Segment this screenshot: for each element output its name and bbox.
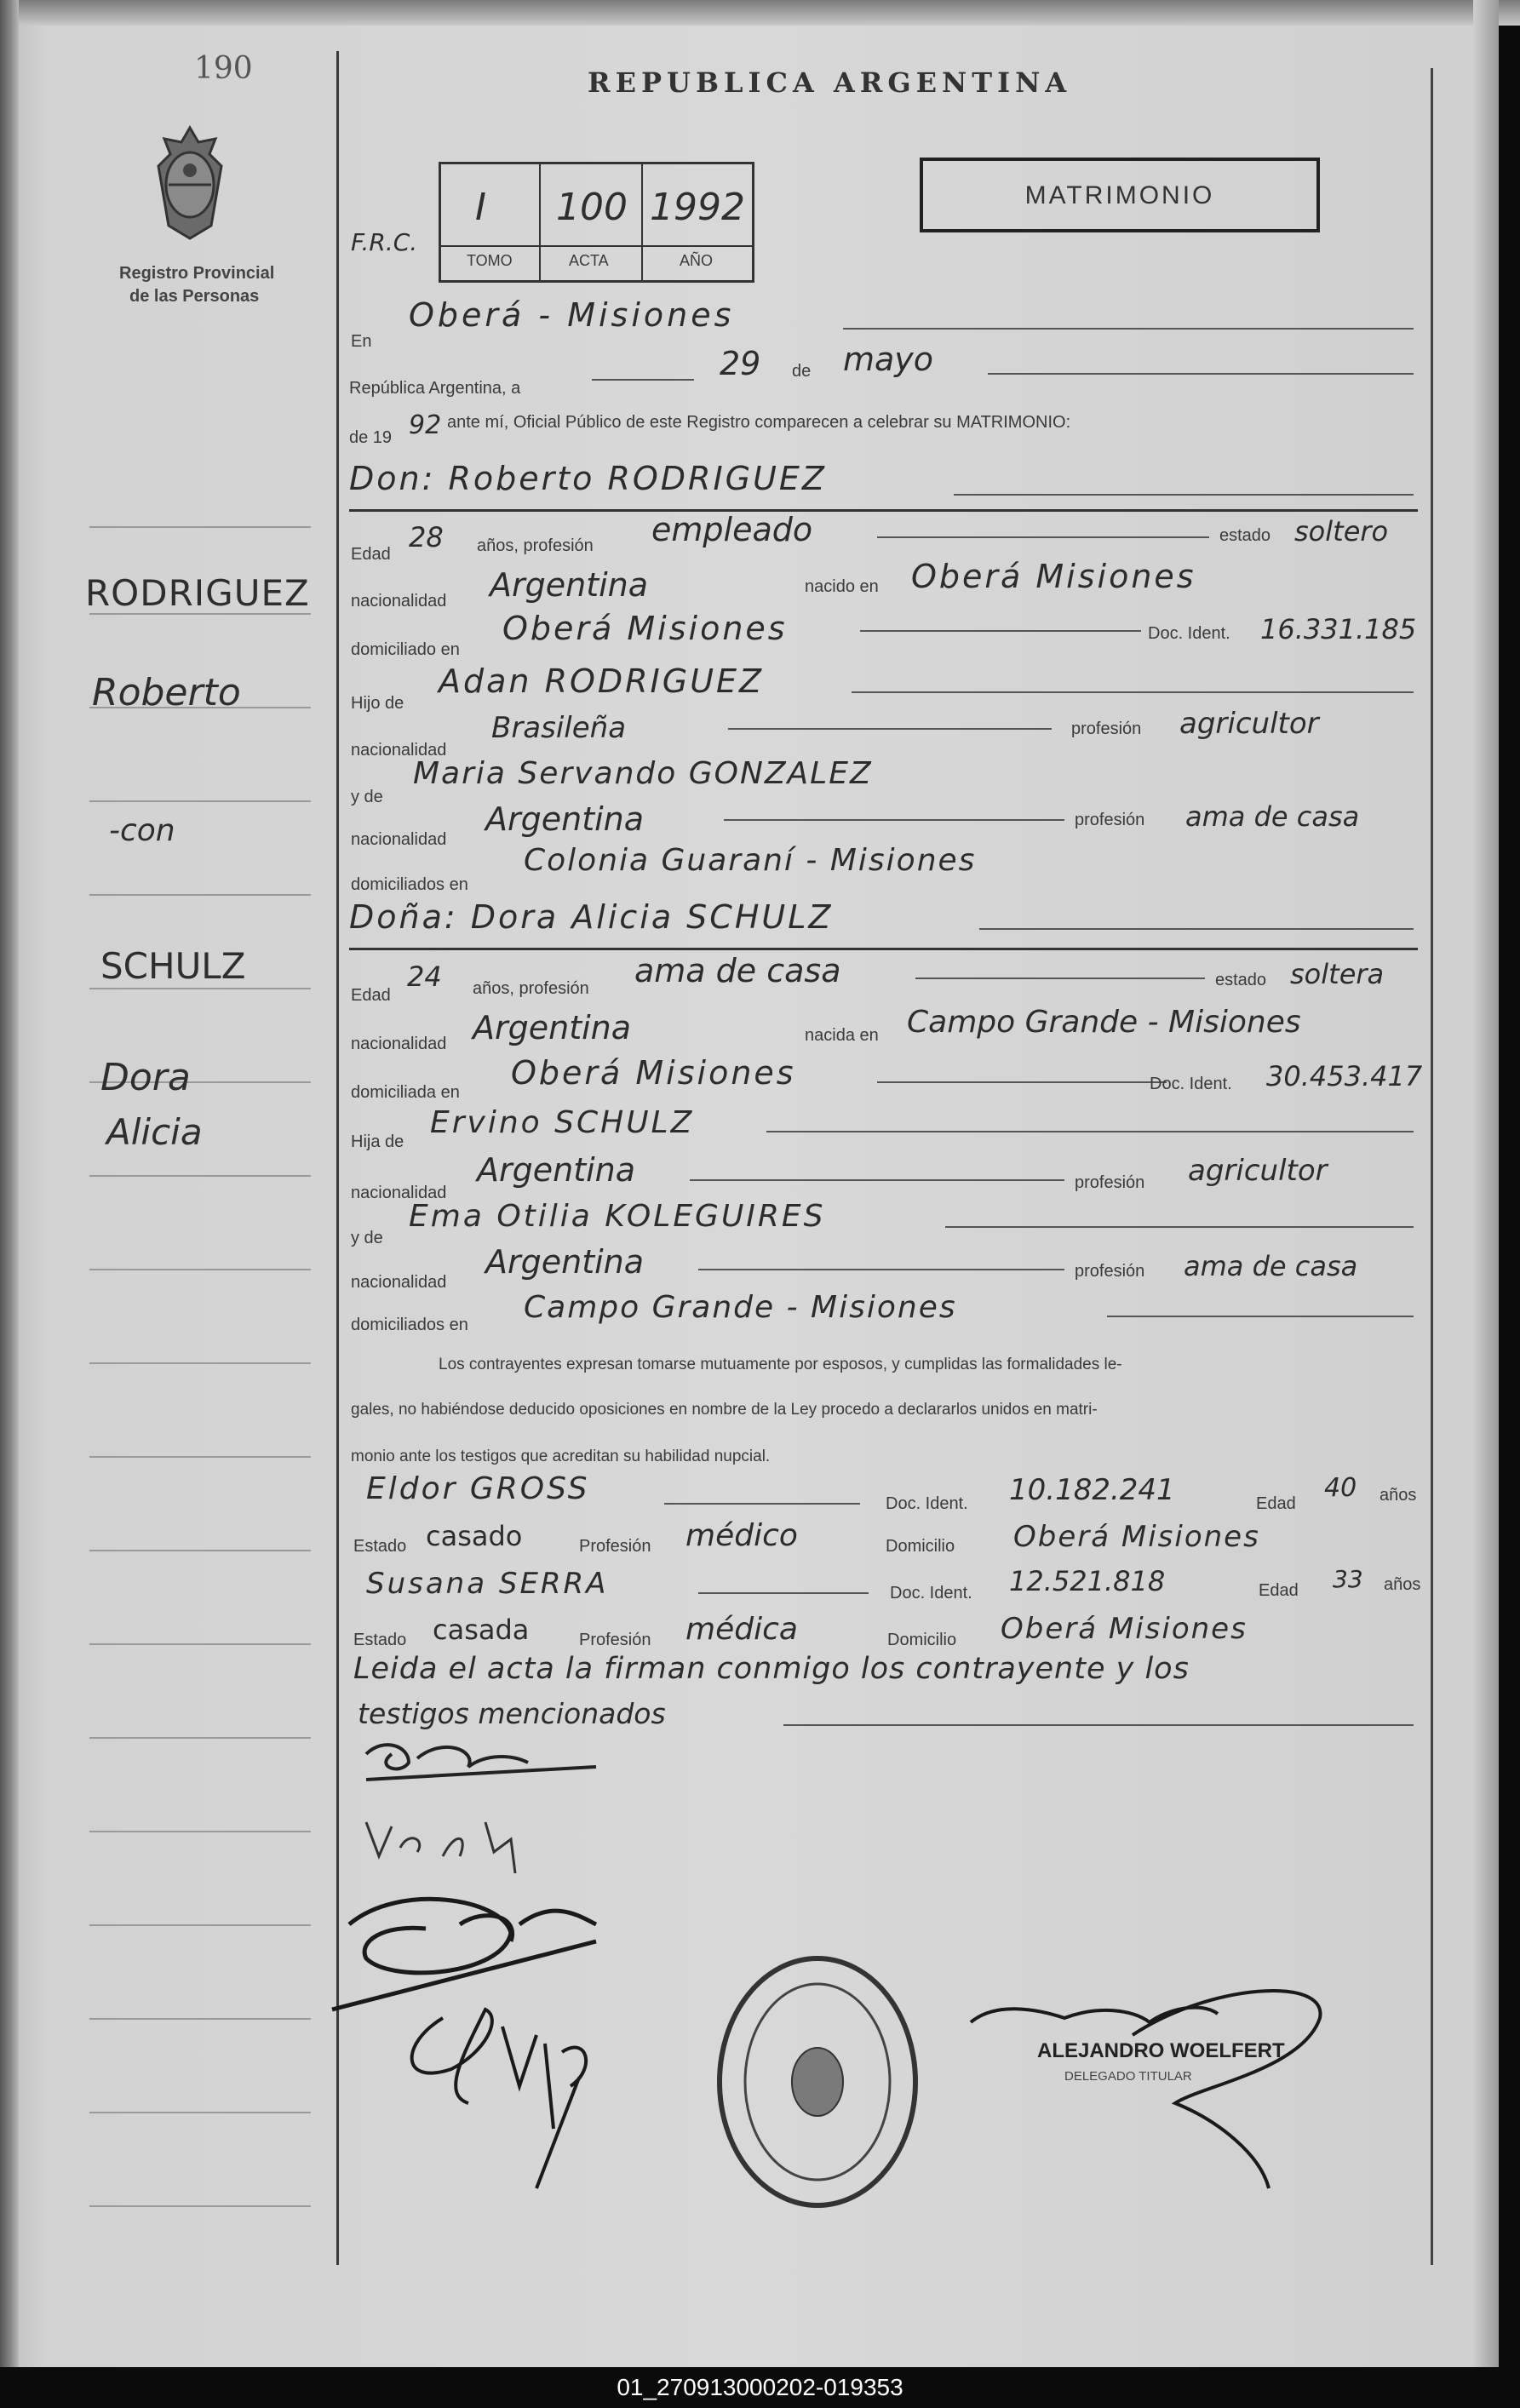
witness2-name-line [698,1592,869,1594]
acta-value: 100 [556,186,628,229]
bride-doc-label: Doc. Ident. [1150,1075,1232,1093]
bride-nacida-label: nacida en [805,1026,879,1045]
groom-father-nationality: Brasileña [491,711,627,745]
groom-parents-domicile: Colonia Guaraní - Misiones [524,843,977,878]
margin-surname2: SCHULZ [100,945,246,987]
groom-father-profession: agricultor [1179,707,1319,741]
margin-rule [89,526,311,528]
groom-mother-profession: ama de casa [1185,800,1360,833]
margin-rule [89,800,311,802]
witness2-doc: 12.521.818 [1009,1565,1166,1597]
bride-age: 24 [407,960,442,993]
de-label: de [792,362,812,381]
frc-label: F.R.C. [351,228,418,256]
bride-parents-domicile: Campo Grande - Misiones [524,1290,957,1325]
doc-type: MATRIMONIO [1024,181,1215,209]
declaration-line3: monio ante los testigos que acreditan su habilidad nupcial. [351,1448,771,1465]
groom-mother-nationality-line [724,819,1064,821]
groom-father: Adan RODRIGUEZ [439,662,765,700]
ano-value: 1992 [650,186,745,229]
declaration-line2: gales, no habiéndose deducido oposiciones en nombre de la Ley procedo a declararlos unidos en matri- [351,1401,1098,1419]
official-title: DELEGADO TITULAR [1064,2069,1192,2084]
date-fill-line [592,379,694,381]
groom-mother-nacionalidad-label: nacionalidad [351,830,447,849]
bride-edad-label: Edad [351,986,391,1005]
margin-surname1: RODRIGUEZ [85,572,310,614]
bride-father-nacionalidad-label: nacionalidad [351,1184,447,1202]
bride-title: Doña: Dora Alicia SCHULZ [349,898,834,936]
bride-civil-status: soltera [1290,958,1385,990]
bride-father-nationality: Argentina [477,1151,636,1189]
groom-domiciliado-label: domiciliado en [351,640,460,659]
witness1-profesion-label: Profesión [579,1537,651,1556]
ano-label: AÑO [680,252,714,269]
bride-father-profession: agricultor [1188,1154,1328,1188]
margin-rule [89,988,311,989]
groom-mother-nationality: Argentina [485,800,645,838]
margin-rule [89,2205,311,2207]
witness1-domicile: Oberá Misiones [1013,1520,1260,1554]
margin-rule [89,1643,311,1645]
page-number: 190 [194,51,253,86]
official-name: ALEJANDRO WOELFERT [1037,2039,1285,2062]
bride-mother-profession: ama de casa [1184,1250,1358,1282]
margin-rule [89,1269,311,1270]
groom-title-line [954,494,1414,496]
groom-father-nationality-line [728,728,1052,730]
witness1-anos-label: años [1379,1486,1417,1505]
registry-name-line1: Registro Provincial [119,264,275,283]
groom-father-line [852,691,1414,693]
bride-parents-domicile-line [1107,1316,1414,1317]
groom-doc: 16.331.185 [1260,613,1417,645]
closing-line2: testigos mencionados [358,1697,666,1730]
margin-rule [89,2018,311,2020]
margin-rule [89,1550,311,1551]
bride-mother-line [945,1226,1414,1228]
republica-label: República Argentina, a [349,379,521,398]
bride-mother: Ema Otilia KOLEGUIRES [409,1199,826,1234]
witness2-doc-label: Doc. Ident. [890,1584,972,1602]
page-top-edge [0,0,1520,26]
bride-separator [349,948,1418,950]
closing-line1: Leida el acta la firman conmigo los contrayente y los [353,1652,1190,1686]
margin-con: -con [109,813,175,848]
groom-birthplace: Oberá Misiones [911,558,1196,595]
bride-y-de-label: y de [351,1229,383,1247]
en-label: En [351,332,372,351]
groom-nacido-label: nacido en [805,577,879,596]
margin-rule [89,894,311,896]
coat-of-arms-icon [152,123,228,243]
witness1-civil-status: casado [426,1520,523,1552]
groom-age: 28 [409,521,444,553]
witness2-anos-label: años [1384,1575,1421,1594]
bride-anos-profesion-label: años, profesión [473,979,589,998]
witness2-profesion-label: Profesión [579,1631,651,1649]
month-value: mayo [843,341,934,378]
groom-civil-status: soltero [1294,515,1389,548]
bride-profession-line [915,978,1205,979]
bride-father-nationality-line [690,1179,1064,1181]
groom-hijo-label: Hijo de [351,694,404,713]
bride-nationality: Argentina [473,1009,632,1046]
tomo-label: TOMO [467,252,513,269]
doc-type-box [920,158,1320,232]
margin-name1: Roberto [92,671,241,714]
witness1-estado-label: Estado [353,1537,407,1556]
bride-father-line [766,1131,1414,1132]
bride-nacionalidad-label: nacionalidad [351,1035,447,1053]
page-right-edge [1473,0,1499,2367]
bride-doc: 30.453.417 [1266,1060,1423,1092]
groom-profession-line [877,536,1209,538]
groom-father-profesion-label: profesión [1071,720,1142,738]
groom-mother-profesion-label: profesión [1075,811,1145,829]
intro-text: ante mí, Oficial Público de este Registro comparecen a celebrar su MATRIMONIO: [447,413,1071,432]
margin-rule [89,1831,311,1832]
margin-rule [89,1456,311,1458]
witness1-edad-label: Edad [1256,1494,1296,1513]
bride-birthplace: Campo Grande - Misiones [907,1005,1301,1040]
bride-mother-nacionalidad-label: nacionalidad [351,1273,447,1292]
bride-estado-label: estado [1215,971,1267,989]
witness1-name: Eldor GROSS [366,1471,590,1506]
witness2-domicile: Oberá Misiones [1001,1612,1248,1646]
witness2-name: Susana SERRA [366,1567,609,1601]
witness1-doc-label: Doc. Ident. [886,1494,968,1513]
groom-domicile: Oberá Misiones [502,610,788,647]
margin-rule [89,1362,311,1364]
place-value: Oberá - Misiones [409,296,735,334]
bride-mother-nationality-line [698,1269,1064,1270]
margin-name2b: Alicia [106,1111,203,1153]
witness2-domicilio-label: Domicilio [887,1631,957,1649]
margin-rule [89,2112,311,2113]
bride-mother-nationality: Argentina [485,1243,645,1281]
place-fill-line [843,328,1414,330]
bride-domiciliados-label: domiciliados en [351,1316,468,1334]
witness2-estado-label: Estado [353,1631,407,1649]
signatures-drawing [315,1729,1431,2265]
margin-rule [89,1737,311,1739]
witness1-age: 40 [1324,1473,1357,1503]
groom-nationality: Argentina [490,566,649,604]
bride-father-profesion-label: profesión [1075,1173,1145,1192]
groom-separator [349,509,1418,512]
tomo-value: I [475,186,486,229]
margin-name2a: Dora [100,1056,191,1099]
month-fill-line [988,373,1414,375]
bride-domiciliada-label: domiciliada en [351,1083,460,1102]
groom-domicile-line [860,630,1141,632]
groom-profession: empleado [651,511,813,548]
bride-domicile: Oberá Misiones [511,1054,796,1092]
witness1-profession: médico [685,1518,798,1553]
bride-profession: ama de casa [634,952,841,989]
groom-father-nacionalidad-label: nacionalidad [351,741,447,760]
year-prefix: de 19 [349,428,393,447]
groom-nacionalidad-label: nacionalidad [351,592,447,611]
witness1-doc: 10.182.241 [1009,1473,1175,1507]
bride-title-line [979,928,1414,930]
right-border [1431,68,1433,2265]
groom-domiciliados-label: domiciliados en [351,875,468,894]
closing-fill-line [783,1724,1414,1726]
day-value: 29 [720,345,761,382]
registry-name-line2: de las Personas [129,287,260,306]
witness2-edad-label: Edad [1259,1581,1299,1600]
witness1-name-line [664,1503,860,1505]
groom-edad-label: Edad [351,545,391,564]
declaration-line1: Los contrayentes expresan tomarse mutuamente por esposos, y cumplidas las formalidades le- [439,1356,1122,1373]
margin-rule [89,1175,311,1177]
bride-domicile-line [877,1081,1167,1083]
witness2-age: 33 [1333,1565,1363,1593]
book-spine [0,0,19,2367]
groom-mother: Maria Servando GONZALEZ [413,756,873,791]
acta-label: ACTA [569,252,609,269]
groom-anos-profesion-label: años, profesión [477,536,594,555]
witness2-civil-status: casada [433,1614,530,1646]
groom-y-de-label: y de [351,788,383,806]
bride-father: Ervino SCHULZ [430,1105,695,1140]
bride-mother-profesion-label: profesión [1075,1262,1145,1281]
groom-doc-label: Doc. Ident. [1148,624,1230,643]
groom-title: Don: Roberto RODRIGUEZ [349,460,827,497]
margin-rule [89,1924,311,1926]
year-suffix: 92 [409,410,442,440]
groom-estado-label: estado [1219,526,1271,545]
witness2-profession: médica [685,1612,798,1647]
scan-footer: 01_270913000202-019353 [0,2367,1520,2408]
witness1-domicilio-label: Domicilio [886,1537,955,1556]
frc-box [439,162,754,283]
bride-hija-label: Hija de [351,1132,404,1151]
country-title: REPUBLICA ARGENTINA [588,66,1072,99]
